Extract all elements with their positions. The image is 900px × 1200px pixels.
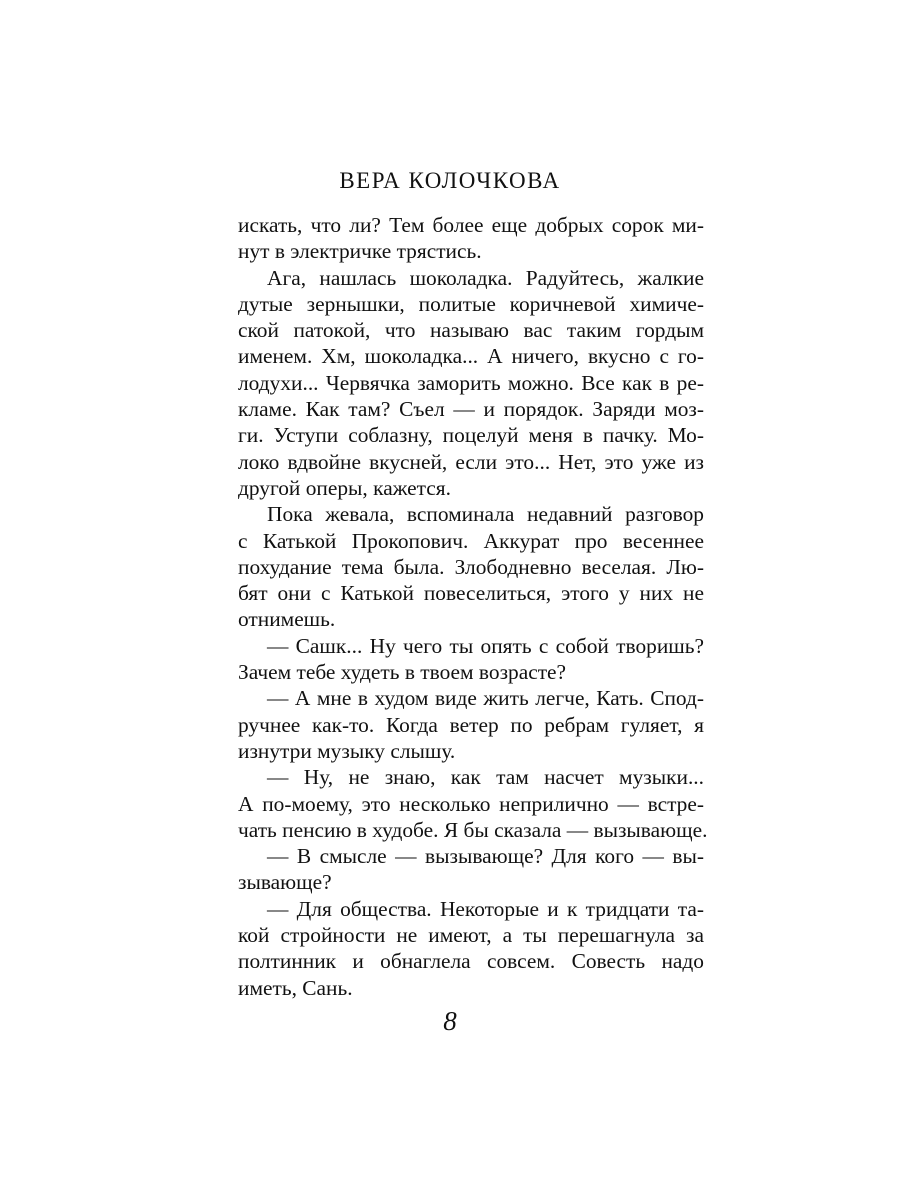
body-text: [238, 212, 708, 1001]
text-line: — Сашк... Ну чего ты опять с собой творишь?: [267, 633, 704, 658]
text-line: именем. Хм, шоколадка... А ничего, вкусно с го-: [238, 344, 704, 369]
text-line: лодухи... Червячка заморить можно. Все как в ре-: [238, 370, 704, 395]
text-line: — Для общества. Некоторые и к тридцати та-: [267, 896, 704, 921]
text-line: ги. Уступи соблазну, поцелуй меня в пачку. Мо-: [238, 423, 704, 448]
text-line: чать пенсию в худобе. Я бы сказала — вызывающе.: [238, 817, 708, 842]
text-line: кламе. Как там? Съел — и порядок. Заряди моз-: [238, 397, 704, 422]
text-line: — Ну, не знаю, как там насчет музыки...: [267, 765, 704, 790]
text-line: искать, что ли? Тем более еще добрых сорок ми-: [238, 213, 704, 237]
text-line: похудание тема была. Злободневно веселая. Лю-: [238, 554, 704, 579]
paragraph: [238, 265, 704, 502]
text-line: отнимешь.: [238, 607, 336, 632]
paragraph: [238, 764, 708, 843]
text-line: нут в электричке трястись.: [238, 239, 482, 264]
text-line: кой стройности не имеют, а ты перешагнула за: [238, 923, 704, 948]
text-line: бят они с Катькой повеселиться, этого у них не: [238, 581, 704, 606]
text-line: Ага, нашлась шоколадка. Радуйтесь, жалкие: [267, 265, 704, 290]
text-line: иметь, Сань.: [238, 975, 353, 1000]
text-line: — А мне в худом виде жить легче, Кать. Спод-: [267, 686, 704, 711]
text-line: зывающе?: [238, 870, 332, 895]
text-line: другой оперы, кажется.: [238, 475, 451, 500]
paragraph: [238, 633, 704, 686]
text-line: ручнее как-то. Когда ветер по ребрам гуляет, я: [238, 712, 704, 737]
running-head-author: ВЕРА КОЛОЧКОВА: [339, 168, 561, 193]
text-line: А по-моему, это несколько неприлично — встре-: [238, 791, 704, 816]
paragraph: [238, 501, 704, 632]
text-line: дутые зернышки, политые коричневой химиче-: [238, 291, 704, 316]
text-line: локо вдвойне вкусней, если это... Нет, это уже из: [238, 449, 704, 474]
text-line: полтинник и обнаглела совсем. Совесть надо: [238, 949, 704, 974]
paragraph: [238, 685, 704, 764]
page-number: 8: [443, 1006, 457, 1036]
text-line: с Катькой Прокопович. Аккурат про весеннее: [238, 528, 704, 553]
text-line: ской патокой, что называю вас таким гордым: [238, 318, 704, 343]
text-line: изнутри музыку слышу.: [238, 738, 456, 763]
paragraph: [238, 896, 704, 1001]
paragraph: [238, 212, 704, 265]
text-line: Зачем тебе худеть в твоем возрасте?: [238, 660, 567, 685]
text-line: Пока жевала, вспоминала недавний разговор: [267, 502, 704, 527]
paragraph: [238, 843, 704, 896]
text-line: — В смысле — вызывающе? Для кого — вы-: [267, 844, 704, 869]
